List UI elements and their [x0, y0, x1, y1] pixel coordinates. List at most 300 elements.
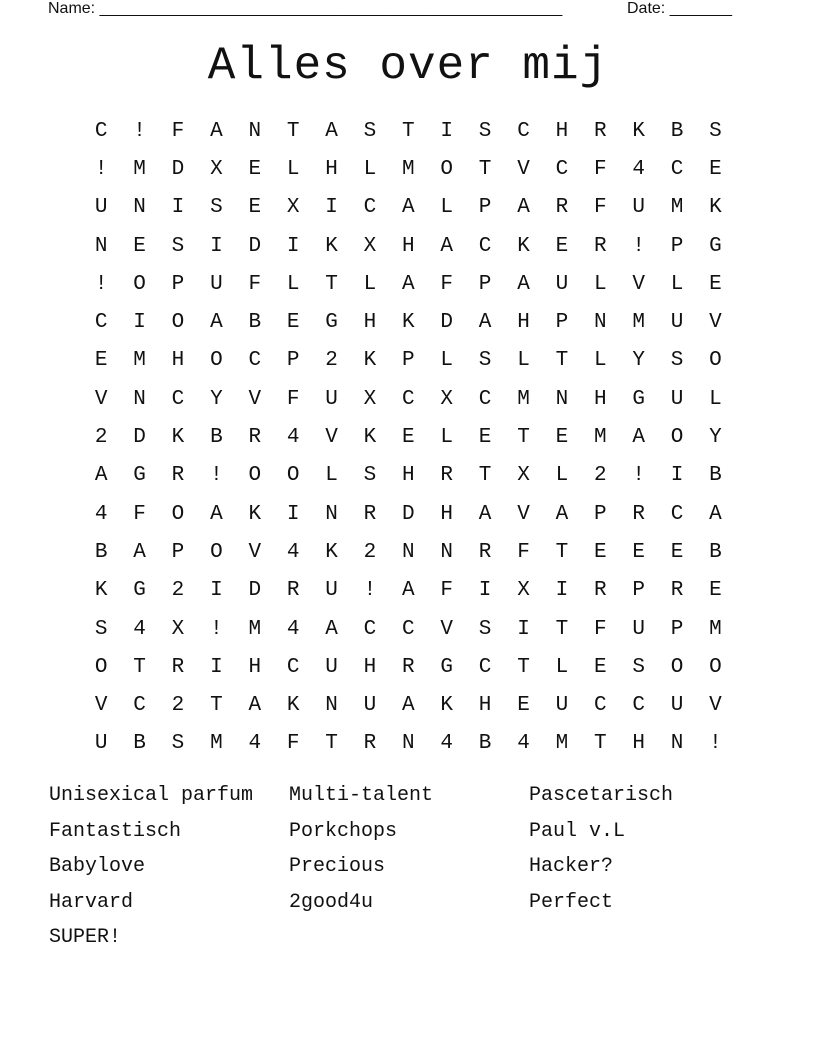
grid-cell[interactable]: M — [210, 732, 223, 756]
grid-cell[interactable]: O — [709, 655, 722, 679]
grid-cell[interactable]: E — [709, 579, 722, 603]
grid-cell[interactable]: L — [286, 272, 300, 296]
grid-cell[interactable]: U — [670, 311, 684, 335]
grid-cell[interactable]: C — [670, 157, 684, 181]
grid-cell[interactable]: N — [440, 540, 454, 564]
grid-cell[interactable]: B — [709, 540, 722, 564]
grid-cell[interactable]: K — [171, 426, 185, 450]
grid-cell[interactable]: I — [325, 196, 338, 220]
grid-cell[interactable]: V — [440, 617, 454, 641]
grid-cell[interactable]: A — [709, 502, 722, 526]
grid-cell[interactable]: Y — [632, 349, 645, 373]
grid-cell[interactable]: V — [709, 311, 722, 335]
grid-cell[interactable]: L — [709, 387, 722, 411]
grid-cell[interactable]: C — [478, 387, 492, 411]
grid-cell[interactable]: M — [517, 387, 530, 411]
grid-cell[interactable]: R — [363, 732, 377, 756]
grid-cell[interactable]: E — [709, 157, 722, 181]
grid-cell[interactable]: D — [171, 157, 185, 181]
grid-cell[interactable]: A — [210, 502, 223, 526]
grid-cell[interactable]: T — [593, 732, 607, 756]
grid-cell[interactable]: O — [210, 540, 223, 564]
grid-cell[interactable]: X — [210, 157, 223, 181]
grid-cell[interactable]: ! — [632, 464, 645, 488]
grid-cell[interactable]: D — [402, 502, 415, 526]
grid-cell[interactable]: ! — [363, 579, 377, 603]
grid-cell[interactable]: I — [478, 579, 492, 603]
grid-cell[interactable]: 4 — [286, 540, 300, 564]
grid-cell[interactable]: S — [670, 349, 684, 373]
grid-cell[interactable]: S — [171, 732, 185, 756]
grid-cell[interactable]: I — [133, 311, 146, 335]
grid-cell[interactable]: T — [133, 655, 146, 679]
grid-cell[interactable]: K — [248, 502, 262, 526]
grid-cell[interactable]: O — [248, 464, 262, 488]
grid-cell[interactable]: 4 — [94, 502, 108, 526]
grid-cell[interactable]: T — [555, 540, 569, 564]
grid-cell[interactable]: E — [709, 272, 722, 296]
grid-cell[interactable]: X — [363, 387, 377, 411]
grid-cell[interactable]: R — [593, 234, 607, 258]
grid-cell[interactable]: K — [517, 234, 530, 258]
grid-cell[interactable]: P — [670, 234, 684, 258]
grid-cell[interactable]: P — [171, 540, 185, 564]
grid-cell[interactable]: O — [670, 426, 684, 450]
grid-cell[interactable]: E — [517, 694, 530, 718]
grid-cell[interactable]: A — [632, 426, 645, 450]
grid-cell[interactable]: F — [248, 272, 262, 296]
grid-cell[interactable]: T — [517, 426, 530, 450]
grid-cell[interactable]: I — [517, 617, 530, 641]
grid-cell[interactable]: A — [478, 311, 492, 335]
name-field[interactable]: Name: ____________________________________________________ — [48, 0, 563, 17]
grid-cell[interactable]: H — [517, 311, 530, 335]
grid-cell[interactable]: S — [94, 617, 108, 641]
grid-cell[interactable]: P — [171, 272, 185, 296]
grid-cell[interactable]: F — [440, 579, 454, 603]
grid-cell[interactable]: O — [286, 464, 300, 488]
grid-cell[interactable]: H — [440, 502, 454, 526]
grid-cell[interactable]: E — [670, 540, 684, 564]
grid-cell[interactable]: F — [286, 732, 300, 756]
grid-cell[interactable]: C — [94, 311, 108, 335]
grid-cell[interactable]: N — [248, 119, 262, 143]
grid-cell[interactable]: G — [325, 311, 338, 335]
grid-cell[interactable]: L — [555, 464, 569, 488]
grid-cell[interactable]: K — [325, 540, 338, 564]
grid-cell[interactable]: L — [593, 349, 607, 373]
grid-cell[interactable]: S — [632, 655, 645, 679]
grid-cell[interactable]: X — [440, 387, 454, 411]
grid-cell[interactable]: E — [478, 426, 492, 450]
grid-cell[interactable]: E — [402, 426, 415, 450]
grid-cell[interactable]: E — [593, 655, 607, 679]
grid-cell[interactable]: C — [402, 387, 415, 411]
grid-cell[interactable]: O — [440, 157, 454, 181]
grid-cell[interactable]: H — [325, 157, 338, 181]
grid-cell[interactable]: C — [94, 119, 108, 143]
grid-cell[interactable]: K — [363, 349, 377, 373]
grid-cell[interactable]: B — [248, 311, 262, 335]
grid-cell[interactable]: L — [440, 426, 454, 450]
grid-cell[interactable]: H — [248, 655, 262, 679]
grid-cell[interactable]: F — [593, 157, 607, 181]
grid-cell[interactable]: ! — [94, 157, 108, 181]
grid-cell[interactable]: M — [632, 311, 645, 335]
grid-cell[interactable]: U — [94, 732, 108, 756]
grid-cell[interactable]: I — [440, 119, 454, 143]
grid-cell[interactable]: R — [440, 464, 454, 488]
grid-cell[interactable]: L — [440, 196, 454, 220]
grid-cell[interactable]: 2 — [171, 694, 185, 718]
grid-cell[interactable]: N — [133, 387, 146, 411]
grid-cell[interactable]: A — [402, 272, 415, 296]
grid-cell[interactable]: L — [440, 349, 454, 373]
grid-cell[interactable]: 4 — [517, 732, 530, 756]
grid-cell[interactable]: H — [402, 464, 415, 488]
grid-cell[interactable]: C — [402, 617, 415, 641]
grid-cell[interactable]: C — [133, 694, 146, 718]
grid-cell[interactable]: X — [171, 617, 185, 641]
grid-cell[interactable]: K — [440, 694, 454, 718]
grid-cell[interactable]: O — [94, 655, 108, 679]
grid-cell[interactable]: V — [517, 157, 530, 181]
grid-cell[interactable]: B — [478, 732, 492, 756]
grid-cell[interactable]: T — [286, 119, 300, 143]
grid-cell[interactable]: P — [478, 196, 492, 220]
grid-cell[interactable]: C — [478, 234, 492, 258]
grid-cell[interactable]: E — [632, 540, 645, 564]
grid-cell[interactable]: 4 — [440, 732, 454, 756]
grid-cell[interactable]: S — [171, 234, 185, 258]
grid-cell[interactable]: N — [402, 540, 415, 564]
grid-cell[interactable]: A — [248, 694, 262, 718]
grid-cell[interactable]: F — [171, 119, 185, 143]
grid-cell[interactable]: C — [478, 655, 492, 679]
grid-cell[interactable]: I — [286, 502, 300, 526]
grid-cell[interactable]: F — [593, 196, 607, 220]
grid-cell[interactable]: G — [133, 579, 146, 603]
grid-cell[interactable]: H — [593, 387, 607, 411]
grid-cell[interactable]: C — [171, 387, 185, 411]
grid-cell[interactable]: E — [555, 426, 569, 450]
grid-cell[interactable]: A — [440, 234, 454, 258]
grid-cell[interactable]: T — [402, 119, 415, 143]
grid-cell[interactable]: A — [402, 579, 415, 603]
grid-cell[interactable]: L — [363, 157, 377, 181]
grid-cell[interactable]: P — [632, 579, 645, 603]
grid-cell[interactable]: L — [325, 464, 338, 488]
grid-cell[interactable]: R — [670, 579, 684, 603]
grid-cell[interactable]: R — [593, 119, 607, 143]
grid-cell[interactable]: P — [593, 502, 607, 526]
grid-cell[interactable]: C — [670, 502, 684, 526]
grid-cell[interactable]: O — [171, 502, 185, 526]
grid-cell[interactable]: G — [632, 387, 645, 411]
grid-cell[interactable]: K — [709, 196, 722, 220]
grid-cell[interactable]: R — [248, 426, 262, 450]
grid-cell[interactable]: K — [632, 119, 645, 143]
grid-cell[interactable]: 4 — [248, 732, 262, 756]
grid-cell[interactable]: V — [94, 387, 108, 411]
grid-cell[interactable]: F — [133, 502, 146, 526]
grid-cell[interactable]: T — [325, 732, 338, 756]
grid-cell[interactable]: N — [555, 387, 569, 411]
grid-cell[interactable]: K — [94, 579, 108, 603]
grid-cell[interactable]: T — [517, 655, 530, 679]
grid-cell[interactable]: V — [517, 502, 530, 526]
grid-cell[interactable]: B — [94, 540, 108, 564]
grid-cell[interactable]: N — [593, 311, 607, 335]
grid-cell[interactable]: V — [248, 387, 262, 411]
grid-cell[interactable]: U — [325, 387, 338, 411]
grid-cell[interactable]: F — [593, 617, 607, 641]
grid-cell[interactable]: 2 — [171, 579, 185, 603]
grid-cell[interactable]: L — [363, 272, 377, 296]
grid-cell[interactable]: M — [402, 157, 415, 181]
grid-cell[interactable]: R — [632, 502, 645, 526]
grid-cell[interactable]: M — [555, 732, 569, 756]
grid-cell[interactable]: C — [248, 349, 262, 373]
grid-cell[interactable]: N — [133, 196, 146, 220]
grid-cell[interactable]: R — [555, 196, 569, 220]
grid-cell[interactable]: D — [133, 426, 146, 450]
grid-cell[interactable]: ! — [632, 234, 645, 258]
grid-cell[interactable]: T — [478, 464, 492, 488]
grid-cell[interactable]: C — [363, 196, 377, 220]
grid-cell[interactable]: V — [94, 694, 108, 718]
grid-cell[interactable]: C — [363, 617, 377, 641]
grid-cell[interactable]: F — [286, 387, 300, 411]
grid-cell[interactable]: K — [363, 426, 377, 450]
grid-cell[interactable]: V — [325, 426, 338, 450]
grid-cell[interactable]: C — [517, 119, 530, 143]
grid-cell[interactable]: T — [210, 694, 223, 718]
grid-cell[interactable]: M — [133, 157, 146, 181]
grid-cell[interactable]: 2 — [325, 349, 338, 373]
grid-cell[interactable]: A — [210, 311, 223, 335]
letter-grid — [82, 112, 735, 763]
grid-cell[interactable]: L — [670, 272, 684, 296]
grid-cell[interactable]: A — [325, 119, 338, 143]
grid-cell[interactable]: K — [402, 311, 415, 335]
grid-cell[interactable]: T — [325, 272, 338, 296]
grid-cell[interactable]: D — [248, 579, 262, 603]
grid-cell[interactable]: 4 — [133, 617, 146, 641]
grid-cell[interactable]: X — [363, 234, 377, 258]
grid-cell[interactable]: K — [286, 694, 300, 718]
grid-cell[interactable]: U — [363, 694, 377, 718]
grid-cell[interactable]: B — [133, 732, 146, 756]
word-list — [49, 778, 769, 956]
grid-cell[interactable]: S — [478, 119, 492, 143]
grid-cell[interactable]: L — [593, 272, 607, 296]
grid-cell[interactable]: B — [670, 119, 684, 143]
grid-cell[interactable]: P — [402, 349, 415, 373]
grid-cell[interactable]: U — [210, 272, 223, 296]
grid-cell[interactable]: E — [555, 234, 569, 258]
grid-cell[interactable]: E — [593, 540, 607, 564]
grid-cell[interactable]: M — [593, 426, 607, 450]
grid-cell[interactable]: S — [478, 349, 492, 373]
grid-cell[interactable]: H — [171, 349, 185, 373]
grid-cell[interactable]: A — [402, 694, 415, 718]
grid-cell[interactable]: S — [478, 617, 492, 641]
grid-cell[interactable]: P — [478, 272, 492, 296]
grid-cell[interactable]: S — [363, 464, 377, 488]
word-list-item: Precious — [289, 855, 386, 878]
grid-cell[interactable]: N — [670, 732, 684, 756]
grid-cell[interactable]: U — [632, 617, 645, 641]
grid-cell[interactable]: C — [286, 655, 300, 679]
grid-cell[interactable]: A — [517, 196, 530, 220]
grid-cell[interactable]: X — [286, 196, 300, 220]
grid-cell[interactable]: S — [210, 196, 223, 220]
grid-cell[interactable]: M — [670, 196, 684, 220]
word-list-item: Multi-talent — [289, 784, 434, 807]
grid-cell[interactable]: M — [133, 349, 146, 373]
grid-cell[interactable]: I — [555, 579, 569, 603]
grid-cell[interactable]: ! — [709, 732, 722, 756]
grid-cell[interactable]: R — [171, 464, 185, 488]
grid-cell[interactable]: ! — [94, 272, 108, 296]
grid-cell[interactable]: I — [210, 655, 223, 679]
grid-cell[interactable]: E — [133, 234, 146, 258]
grid-cell[interactable]: O — [133, 272, 146, 296]
grid-cell[interactable]: U — [555, 272, 569, 296]
grid-cell[interactable]: G — [440, 655, 454, 679]
grid-cell[interactable]: T — [555, 349, 569, 373]
grid-cell[interactable]: V — [248, 540, 262, 564]
grid-cell[interactable]: L — [517, 349, 530, 373]
grid-cell[interactable]: L — [286, 157, 300, 181]
grid-cell[interactable]: A — [325, 617, 338, 641]
grid-cell[interactable]: P — [555, 311, 569, 335]
grid-cell[interactable]: 2 — [94, 426, 108, 450]
word-list-item: Babylove — [49, 855, 146, 878]
grid-cell[interactable]: R — [593, 579, 607, 603]
grid-cell[interactable]: A — [517, 272, 530, 296]
grid-cell[interactable]: U — [632, 196, 645, 220]
grid-cell[interactable]: B — [210, 426, 223, 450]
grid-cell[interactable]: Y — [210, 387, 223, 411]
grid-cell[interactable]: U — [325, 655, 338, 679]
grid-cell[interactable]: M — [248, 617, 262, 641]
grid-cell[interactable]: E — [94, 349, 108, 373]
grid-cell[interactable]: I — [286, 234, 300, 258]
grid-cell[interactable]: A — [478, 502, 492, 526]
grid-cell[interactable]: F — [517, 540, 530, 564]
grid-cell[interactable]: 4 — [632, 157, 645, 181]
grid-cell[interactable]: A — [402, 196, 415, 220]
grid-cell[interactable]: F — [440, 272, 454, 296]
grid-cell[interactable]: H — [402, 234, 415, 258]
page-title: Alles over mij — [207, 40, 609, 92]
grid-cell[interactable]: S — [363, 119, 377, 143]
date-field[interactable]: Date: _______ — [627, 0, 732, 17]
word-list-item: Porkchops — [289, 819, 398, 843]
grid-cell[interactable]: R — [402, 655, 415, 679]
grid-cell[interactable]: M — [709, 617, 722, 641]
word-list-item: Harvard — [49, 890, 134, 914]
grid-cell[interactable]: 4 — [286, 617, 300, 641]
grid-cell[interactable]: N — [325, 694, 338, 718]
grid-cell[interactable]: O — [210, 349, 223, 373]
grid-cell[interactable]: C — [555, 157, 569, 181]
grid-cell[interactable]: B — [709, 464, 722, 488]
grid-cell[interactable]: R — [286, 579, 300, 603]
grid-cell[interactable]: R — [478, 540, 492, 564]
grid-cell[interactable]: X — [517, 579, 530, 603]
grid-cell[interactable]: P — [670, 617, 684, 641]
grid-cell[interactable]: C — [593, 694, 607, 718]
grid-cell[interactable]: O — [670, 655, 684, 679]
grid-cell[interactable]: X — [517, 464, 530, 488]
grid-cell[interactable]: ! — [133, 119, 146, 143]
grid-cell[interactable]: E — [286, 311, 300, 335]
grid-cell[interactable]: U — [670, 387, 684, 411]
grid-cell[interactable]: T — [555, 617, 569, 641]
grid-cell[interactable]: U — [555, 694, 569, 718]
grid-cell[interactable]: Y — [709, 426, 722, 450]
grid-cell[interactable]: O — [709, 349, 722, 373]
grid-cell[interactable]: I — [171, 196, 185, 220]
grid-cell[interactable]: E — [248, 157, 262, 181]
grid-cell[interactable]: I — [670, 464, 684, 488]
grid-cell[interactable]: I — [210, 234, 223, 258]
grid-cell[interactable]: V — [632, 272, 645, 296]
grid-cell[interactable]: ! — [210, 617, 223, 641]
grid-cell[interactable]: D — [248, 234, 262, 258]
word-list-item: Perfect — [529, 890, 614, 914]
grid-cell[interactable]: H — [555, 119, 569, 143]
grid-cell[interactable]: A — [555, 502, 569, 526]
grid-cell[interactable]: 2 — [363, 540, 377, 564]
grid-cell[interactable]: U — [325, 579, 338, 603]
grid-cell[interactable]: O — [171, 311, 185, 335]
grid-cell[interactable]: G — [709, 234, 722, 258]
grid-cell[interactable]: H — [632, 732, 645, 756]
grid-cell[interactable]: P — [286, 349, 300, 373]
grid-cell[interactable]: 4 — [286, 426, 300, 450]
grid-cell[interactable]: S — [709, 119, 722, 143]
grid-cell[interactable]: N — [325, 502, 338, 526]
grid-cell[interactable]: V — [709, 694, 722, 718]
grid-cell[interactable]: A — [210, 119, 223, 143]
grid-cell[interactable]: A — [94, 464, 108, 488]
grid-cell[interactable]: K — [325, 234, 338, 258]
grid-cell[interactable]: H — [363, 311, 377, 335]
grid-cell[interactable]: T — [478, 157, 492, 181]
grid-cell[interactable]: G — [133, 464, 146, 488]
grid-cell[interactable]: 2 — [593, 464, 607, 488]
grid-cell[interactable]: A — [133, 540, 146, 564]
grid-cell[interactable]: R — [171, 655, 185, 679]
grid-cell[interactable]: H — [363, 655, 377, 679]
grid-cell[interactable]: U — [94, 196, 108, 220]
grid-cell[interactable]: H — [478, 694, 492, 718]
grid-cell[interactable]: C — [632, 694, 645, 718]
grid-cell[interactable]: D — [440, 311, 454, 335]
grid-cell[interactable]: ! — [210, 464, 223, 488]
grid-cell[interactable]: R — [363, 502, 377, 526]
grid-cell[interactable]: U — [670, 694, 684, 718]
grid-cell[interactable]: N — [402, 732, 415, 756]
grid-cell[interactable]: L — [555, 655, 569, 679]
grid-cell[interactable]: I — [210, 579, 223, 603]
grid-cell[interactable]: E — [248, 196, 262, 220]
grid-cell[interactable]: N — [94, 234, 108, 258]
